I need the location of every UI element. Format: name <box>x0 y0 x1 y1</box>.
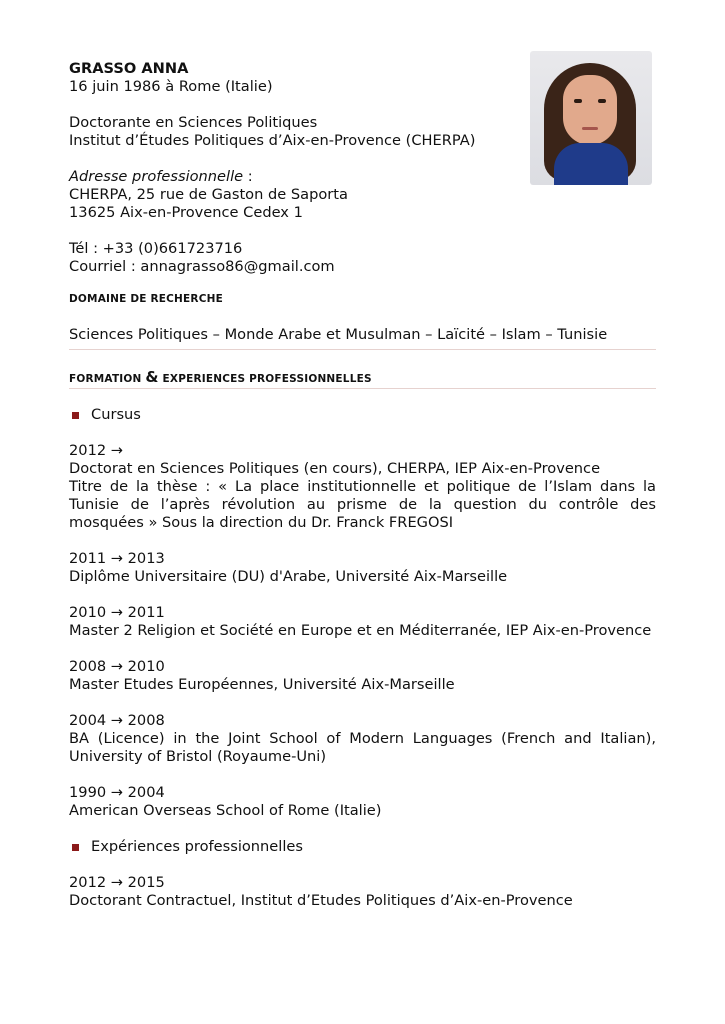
experience-heading <box>69 838 656 856</box>
entry-description: Diplôme Universitaire (DU) d'Arabe, Université Aix-Marseille <box>69 568 508 585</box>
cursus-entry <box>69 550 656 586</box>
birth-info: 16 juin 1986 à Rome (Italie) <box>69 78 273 95</box>
entry-years: 2011 → 2013 <box>69 550 165 567</box>
cursus-entry <box>69 604 656 640</box>
cursus-heading <box>69 406 656 424</box>
experience-entry <box>69 874 656 910</box>
experience-label: Expériences professionnelles <box>91 838 303 855</box>
entry-degree: Doctorat en Sciences Politiques (en cours), CHERPA, IEP Aix-en-Provence <box>69 460 601 477</box>
address-colon: : <box>243 168 253 185</box>
cursus-entry <box>69 442 656 532</box>
bullet-square-icon <box>72 412 79 419</box>
email: Courriel : annagrasso86@gmail.com <box>69 258 335 275</box>
cursus-label: Cursus <box>91 406 141 423</box>
entry-description: Doctorant Contractuel, Institut d’Etudes Politiques d’Aix-en-Provence <box>69 892 573 909</box>
research-domain: Sciences Politiques – Monde Arabe et Musulman – Laïcité – Islam – Tunisie <box>69 326 608 343</box>
entry-years: 2004 → 2008 <box>69 712 165 729</box>
entry-description: American Overseas School of Rome (Italie) <box>69 802 382 819</box>
research-section-title: DOMAINE DE RECHERCHE <box>69 293 223 305</box>
cursus-entry <box>69 712 656 766</box>
current-position: Doctorante en Sciences Politiques <box>69 114 318 131</box>
cv-document <box>69 60 656 910</box>
address-line-2: 13625 Aix-en-Provence Cedex 1 <box>69 204 303 221</box>
entry-years: 2010 → 2011 <box>69 604 165 621</box>
bullet-square-icon <box>72 844 79 851</box>
entry-thesis-title: Titre de la thèse : « La place institutionnelle et politique de l’Islam dans la Tunisie de l’après révolution au prisme de la question du contrôle des mosquées » Sous la direction du Dr. Franck FREGOSI <box>69 478 656 531</box>
entry-description: Master Etudes Européennes, Université Aix-Marseille <box>69 676 455 693</box>
formation-title-amp: & <box>145 368 159 386</box>
entry-years: 2008 → 2010 <box>69 658 165 675</box>
cursus-entry <box>69 658 656 694</box>
entry-years: 1990 → 2004 <box>69 784 165 801</box>
entry-years: 2012 → <box>69 442 124 459</box>
entry-description: BA (Licence) in the Joint School of Modern Languages (French and Italian), University of Bristol (Royaume-Uni) <box>69 730 656 765</box>
phone: Tél : +33 (0)661723716 <box>69 240 243 257</box>
cv-name: GRASSO ANNA <box>69 60 189 77</box>
entry-description: Master 2 Religion et Société en Europe et en Méditerranée, IEP Aix-en-Provence <box>69 622 652 639</box>
formation-title-part2: EXPERIENCES PROFESSIONNELLES <box>158 373 372 385</box>
cursus-entry <box>69 784 656 820</box>
address-heading <box>69 168 656 186</box>
formation-section-title <box>69 370 656 386</box>
institution: Institut d’Études Politiques d’Aix-en-Provence (CHERPA) <box>69 132 476 149</box>
address-line-1: CHERPA, 25 rue de Gaston de Saporta <box>69 186 348 203</box>
formation-title-part1: FORMATION <box>69 373 146 385</box>
entry-years: 2012 → 2015 <box>69 874 165 891</box>
address-label: Adresse professionnelle <box>69 168 244 185</box>
